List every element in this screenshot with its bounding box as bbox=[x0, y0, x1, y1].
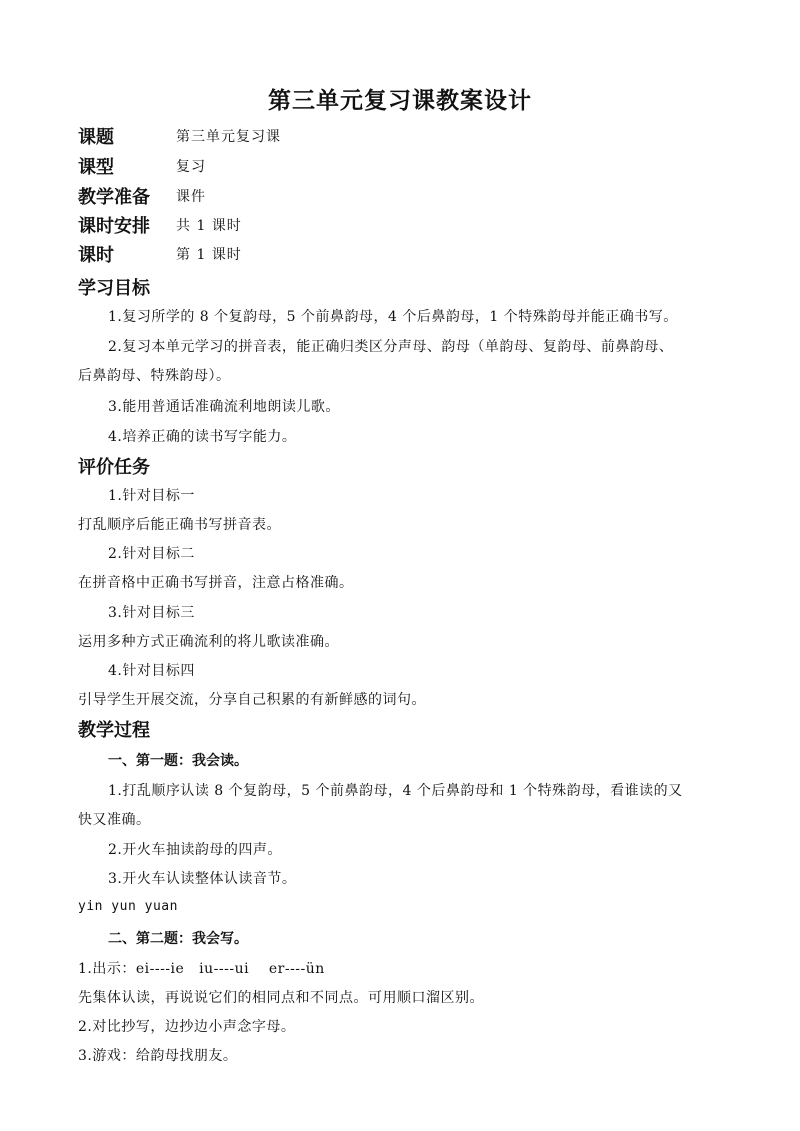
eval-line: 1.针对目标一 bbox=[108, 488, 195, 504]
eval-line: 3.针对目标三 bbox=[108, 605, 195, 621]
process-part2-title: 二、第二题：我会写。 bbox=[108, 931, 248, 947]
info-value: 共 1 课时 bbox=[176, 218, 242, 234]
info-label: 课时安排 bbox=[78, 216, 150, 237]
process-line: 1.出示：ei----ie iu----ui er----ün bbox=[78, 961, 325, 977]
goal-line: 后鼻韵母、特殊韵母）。 bbox=[78, 368, 231, 384]
process-part1-title: 一、第一题：我会读。 bbox=[108, 753, 248, 769]
info-value: 第三单元复习课 bbox=[176, 129, 281, 145]
info-row-period bbox=[78, 240, 242, 268]
info-row-type bbox=[78, 152, 206, 180]
eval-line: 在拼音格中正确书写拼音，注意占格准确。 bbox=[78, 575, 354, 591]
process-line: 3.开火车认读整体认读音节。 bbox=[108, 871, 297, 887]
info-value: 第 1 课时 bbox=[176, 247, 242, 263]
info-value: 复习 bbox=[176, 159, 206, 175]
eval-line: 运用多种方式正确流利的将儿歌读准确。 bbox=[78, 634, 339, 650]
document-title: 第三单元复习课教案设计 bbox=[268, 88, 532, 114]
process-line: 2.开火车抽读韵母的四声。 bbox=[108, 842, 282, 858]
goal-line: 3.能用普通话准确流利地朗读儿歌。 bbox=[108, 399, 340, 415]
goal-line: 2.复习本单元学习的拼音表，能正确归类区分声母、韵母（单韵母、复韵母、前鼻韵母、 bbox=[108, 339, 674, 355]
info-label: 课时 bbox=[78, 245, 114, 266]
info-label: 课型 bbox=[78, 157, 114, 178]
process-line: 2.对比抄写，边抄边小声念字母。 bbox=[78, 1019, 296, 1035]
info-label: 教学准备 bbox=[78, 187, 150, 208]
eval-line: 打乱顺序后能正确书写拼音表。 bbox=[78, 517, 281, 533]
info-row-preparation bbox=[78, 182, 206, 210]
goal-line: 1.复习所学的 8 个复韵母，5 个前鼻韵母，4 个后鼻韵母，1 个特殊韵母并能正确书写。 bbox=[108, 309, 678, 325]
process-line: 1.打乱顺序认读 8 个复韵母，5 个前鼻韵母，4 个后鼻韵母和 1 个特殊韵母，看谁读的又 bbox=[108, 783, 683, 799]
section-heading-goals: 学习目标 bbox=[78, 278, 150, 299]
info-value: 课件 bbox=[176, 189, 206, 205]
process-line: 先集体认读，再说说它们的相同点和不同点。可用顺口溜区别。 bbox=[78, 990, 484, 1006]
goal-line: 4.培养正确的读书写字能力。 bbox=[108, 429, 297, 445]
eval-line: 4.针对目标四 bbox=[108, 663, 195, 679]
process-line: 快又准确。 bbox=[78, 812, 151, 828]
section-heading-process: 教学过程 bbox=[78, 720, 150, 741]
section-heading-evaluation: 评价任务 bbox=[78, 457, 150, 478]
info-label: 课题 bbox=[78, 127, 114, 148]
eval-line: 引导学生开展交流，分享自己积累的有新鲜感的词句。 bbox=[78, 692, 426, 708]
info-row-schedule bbox=[78, 211, 242, 239]
process-line: 3.游戏：给韵母找朋友。 bbox=[78, 1048, 238, 1064]
eval-line: 2.针对目标二 bbox=[108, 546, 195, 562]
pinyin-line: yin yun yuan bbox=[78, 899, 178, 914]
info-row-topic bbox=[78, 122, 281, 150]
